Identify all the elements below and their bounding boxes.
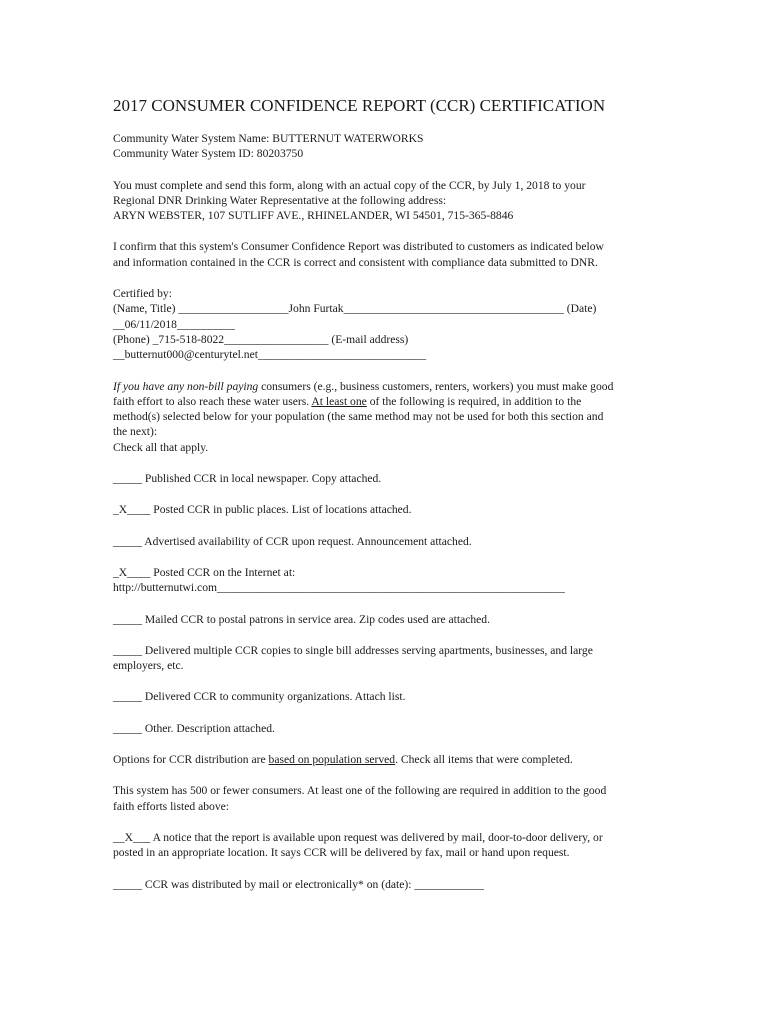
confirm-line-2: and information contained in the CCR is correct and consistent with compliance data submitted to DNR. bbox=[113, 255, 598, 269]
option-notice[interactable] bbox=[113, 830, 673, 861]
option-multiple-copies[interactable] bbox=[113, 643, 673, 674]
option-internet-url: http://butternutwi.com____________________________________________________________ bbox=[113, 581, 565, 595]
certified-email-field[interactable]: __butternut000@centurytel.net_____________________________ bbox=[113, 348, 427, 362]
option-mail-electronic[interactable]: _____ CCR was distributed by mail or electronically* on (date): ____________ bbox=[113, 877, 484, 891]
distribution-note bbox=[113, 752, 673, 767]
distribution-pre: Options for CCR distribution are bbox=[113, 753, 269, 767]
small-system-line-1: This system has 500 or fewer consumers. At least one of the following are required in addition to the good bbox=[113, 784, 607, 798]
system-info bbox=[113, 131, 673, 162]
distribution-post: . Check all items that were completed. bbox=[395, 753, 573, 767]
small-system-note bbox=[113, 783, 673, 814]
certified-label: Certified by: bbox=[113, 287, 172, 301]
distribution-underline: based on population served bbox=[268, 753, 396, 767]
submit-line-2: Regional DNR Drinking Water Representative at the following address: bbox=[113, 193, 447, 207]
option-community-orgs[interactable]: _____ Delivered CCR to community organizations. Attach list. bbox=[113, 690, 406, 704]
nonbill-underline: At least one bbox=[311, 394, 367, 408]
certified-name-field[interactable]: (Name, Title) ___________________John Furtak______________________________________ (Date) bbox=[113, 302, 597, 316]
option-mailed[interactable]: _____ Mailed CCR to postal patrons in service area. Zip codes used are attached. bbox=[113, 612, 491, 626]
confirm-line-1: I confirm that this system's Consumer Confidence Report was distributed to customers as indicated below bbox=[113, 240, 604, 254]
nonbill-line-4: the next): bbox=[113, 425, 158, 439]
submit-line-1: You must complete and send this form, along with an actual copy of the CCR, by July 1, 2018 to your bbox=[113, 178, 586, 192]
option-other[interactable]: _____ Other. Description attached. bbox=[113, 721, 275, 735]
certified-date-field[interactable]: __06/11/2018__________ bbox=[113, 317, 235, 331]
nonbill-line-1-rest: consumers (e.g., business customers, renters, workers) you must make good bbox=[258, 379, 614, 393]
nonbill-section bbox=[113, 379, 673, 455]
certification-block bbox=[113, 286, 673, 362]
nonbill-line-3: method(s) selected below for your population (the same method may not be used for both this section and bbox=[113, 410, 604, 424]
option-public-places[interactable]: _X____ Posted CCR in public places. List of locations attached. bbox=[113, 503, 412, 517]
certified-phone-field[interactable]: (Phone) _715-518-8022__________________ (E-mail address) bbox=[113, 332, 409, 346]
confirmation-statement bbox=[113, 239, 673, 270]
option-newspaper[interactable]: _____ Published CCR in local newspaper. Copy attached. bbox=[113, 472, 382, 486]
page-title: 2017 CONSUMER CONFIDENCE REPORT (CCR) CERTIFICATION bbox=[113, 96, 606, 115]
option-internet[interactable] bbox=[113, 565, 673, 596]
system-id: Community Water System ID: 80203750 bbox=[113, 147, 304, 161]
document-page bbox=[113, 96, 673, 892]
submit-instructions bbox=[113, 178, 673, 224]
option-notice-line-1: __X___ A notice that the report is available upon request was delivered by mail, door-to-door delivery, or bbox=[113, 830, 603, 844]
nonbill-line-2-pre: faith effort to also reach these water users. bbox=[113, 394, 312, 408]
option-notice-line-2: posted in an appropriate location. It says CCR will be delivered by fax, mail or hand upon request. bbox=[113, 846, 570, 860]
nonbill-line-5: Check all that apply. bbox=[113, 440, 209, 454]
nonbill-line-2 bbox=[113, 394, 673, 409]
system-name: Community Water System Name: BUTTERNUT WATERWORKS bbox=[113, 132, 424, 145]
nonbill-line-1 bbox=[113, 379, 673, 394]
option-multiple-copies-line-2: employers, etc. bbox=[113, 659, 184, 673]
option-internet-label: _X____ Posted CCR on the Internet at: bbox=[113, 565, 296, 579]
option-multiple-copies-line-1: _____ Delivered multiple CCR copies to single bill addresses serving apartments, businesses, and large bbox=[113, 643, 593, 657]
option-advertised[interactable]: _____ Advertised availability of CCR upon request. Announcement attached. bbox=[113, 534, 472, 548]
nonbill-italic-lead: If you have any non-bill paying bbox=[113, 379, 259, 393]
nonbill-line-2-post: of the following is required, in addition to the bbox=[366, 394, 582, 408]
submit-address: ARYN WEBSTER, 107 SUTLIFF AVE., RHINELANDER, WI 54501, 715-365-8846 bbox=[113, 209, 514, 223]
small-system-line-2: faith efforts listed above: bbox=[113, 799, 230, 813]
